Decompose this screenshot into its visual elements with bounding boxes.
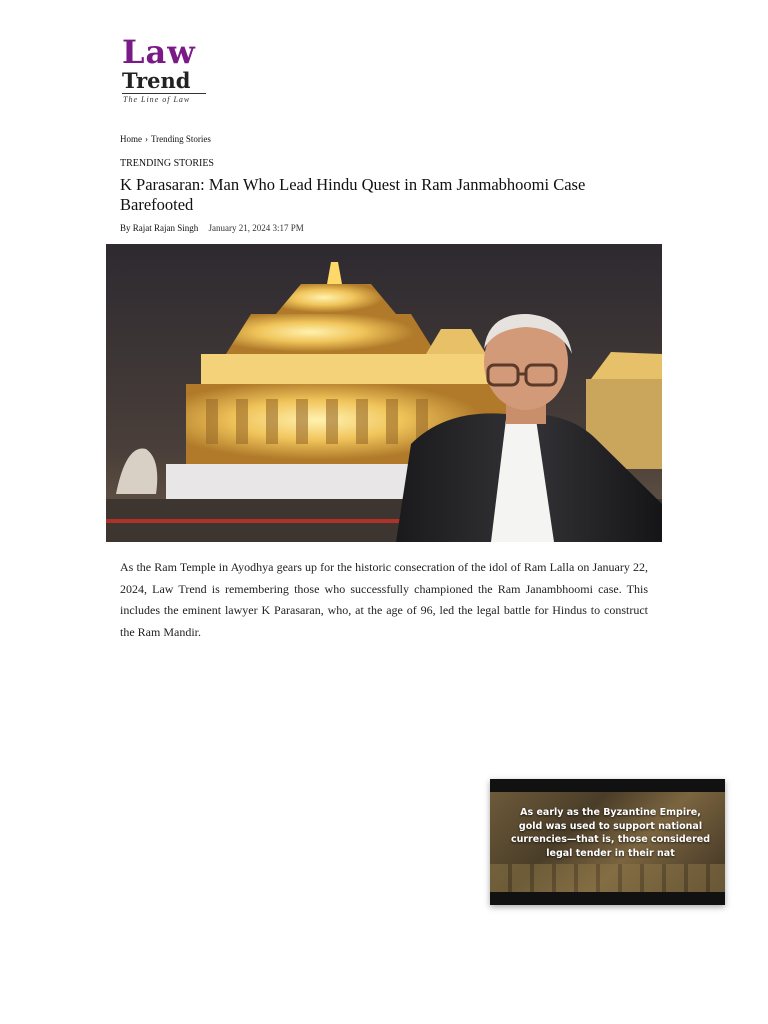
article-byline: [120, 222, 304, 234]
breadcrumb-current-link[interactable]: Trending Stories: [151, 134, 211, 144]
site-logo[interactable]: [120, 33, 210, 106]
logo-divider: [122, 93, 206, 94]
video-caption: As early as the Byzantine Empire, gold was used to support national currencies—that is, those considered legal tender in their nat: [510, 807, 711, 859]
article-author[interactable]: By Rajat Rajan Singh: [120, 223, 199, 233]
article-title: K Parasaran: Man Who Lead Hindu Quest in Ram Janmabhoomi Case Barefooted: [120, 175, 586, 214]
video-gold-bars-image: [490, 864, 725, 892]
breadcrumb: [120, 133, 211, 145]
logo-trend-text: Trend: [122, 68, 191, 93]
article-hero-image: [106, 244, 662, 542]
article-body: As the Ram Temple in Ayodhya gears up for the historic consecration of the idol of Ram Lalla on January 22, 2024, Law Trend is remembering those who successfully championed the Ram Janambhoomi case. This includes the eminent lawyer K Parasaran, who, at the age of 96, led the legal battle for Hindus to construct the Ram Mandir.: [120, 560, 648, 639]
video-ad-player[interactable]: [490, 779, 725, 905]
breadcrumb-home-link[interactable]: Home: [120, 134, 142, 144]
logo-tagline: The Line of Law: [123, 95, 191, 104]
article-date: January 21, 2024 3:17 PM: [208, 223, 304, 233]
logo-law-text: Law: [122, 33, 196, 71]
breadcrumb-separator: ›: [145, 134, 148, 144]
article-category[interactable]: TRENDING STORIES: [120, 158, 214, 169]
